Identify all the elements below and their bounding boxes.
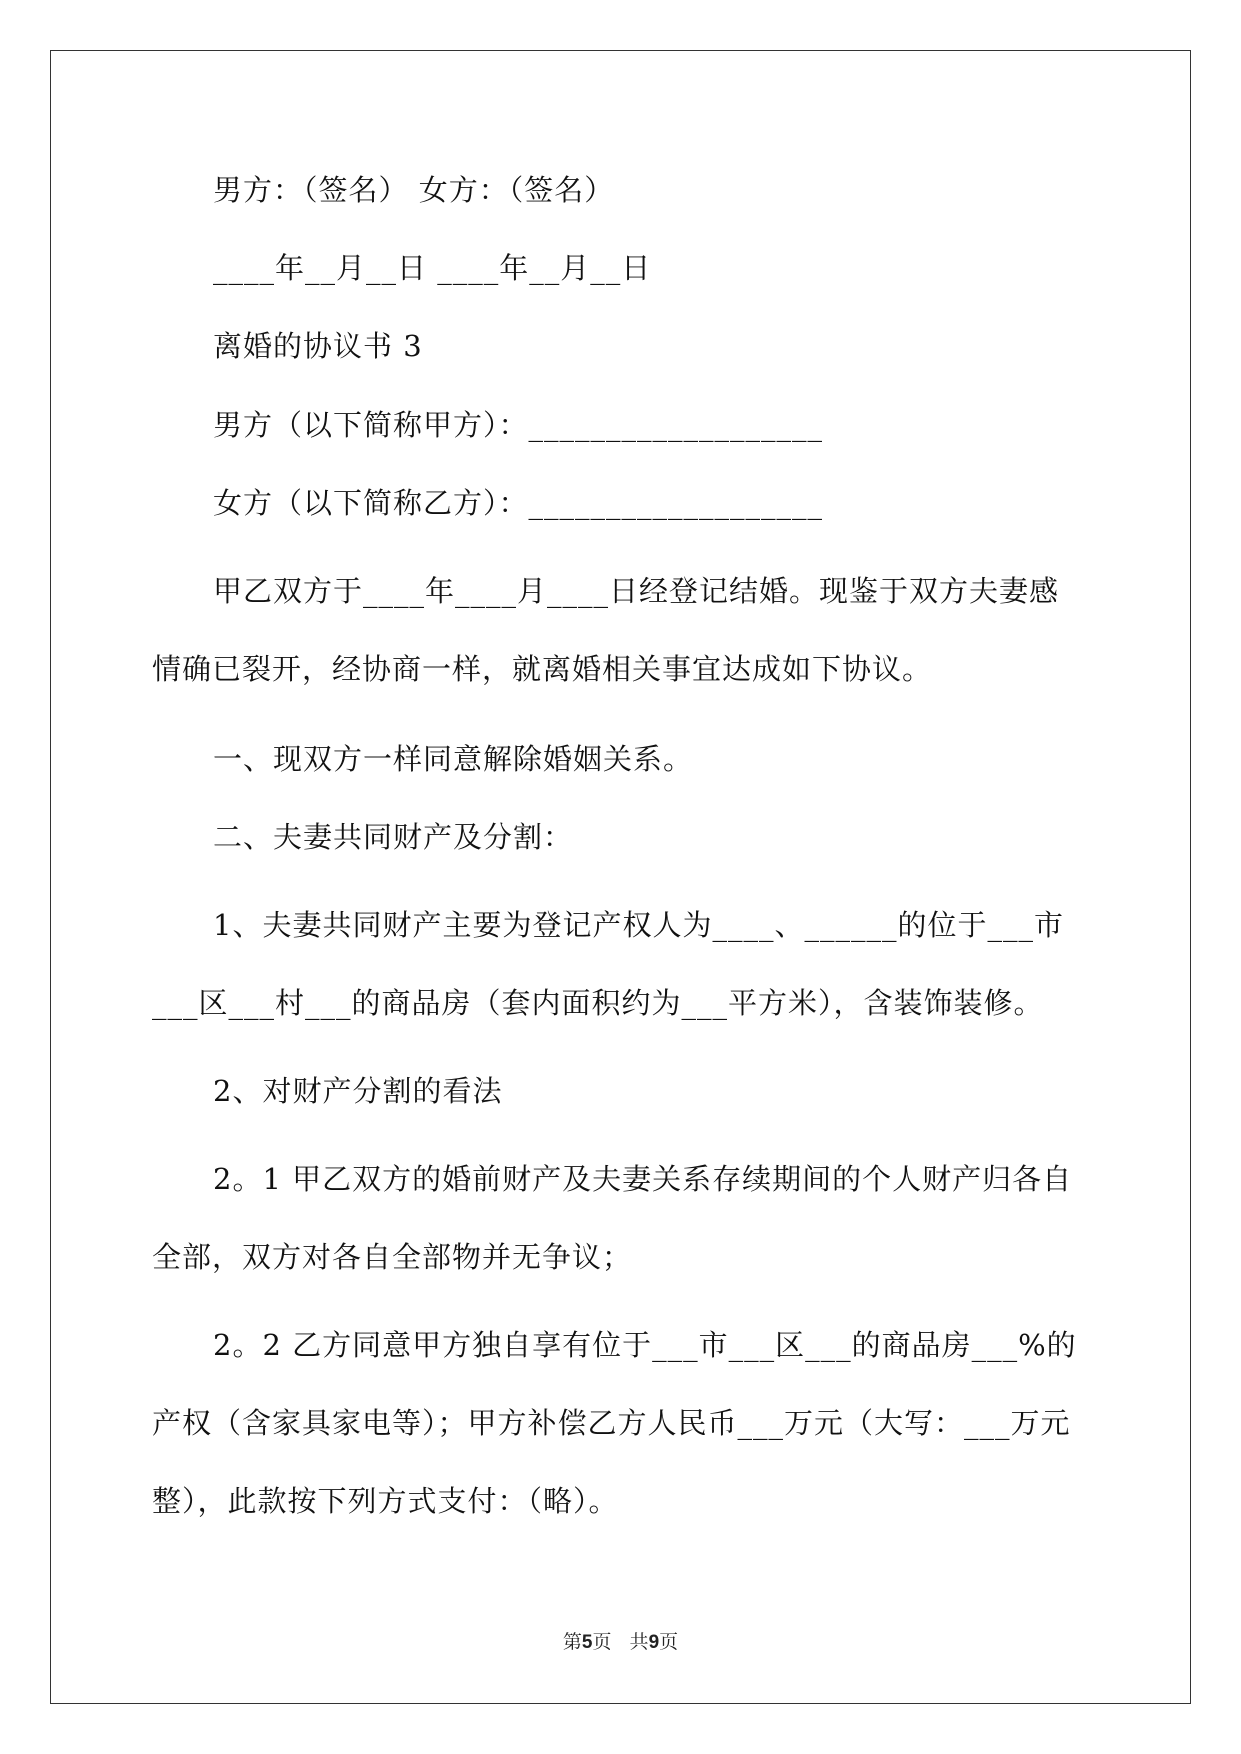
total-pages-number: 9 (648, 1632, 660, 1653)
party-a-line: 男方（以下简称甲方）：___________________ (213, 408, 824, 442)
paragraph-line: 甲乙双方于____年____月____日经登记结婚。现鉴于双方夫妻感 (213, 574, 1060, 608)
paragraph-line: 产权（含家具家电等）；甲方补偿乙方人民币___万元（大写：___万元 (152, 1406, 1071, 1440)
current-page-number: 5 (581, 1632, 593, 1653)
paragraph-line: 1、夫妻共同财产主要为登记产权人为____、______的位于___市 (213, 908, 1064, 942)
footer-mid: 页 共 (592, 1631, 649, 1653)
page-border (50, 50, 1191, 1704)
paragraph-line: 整），此款按下列方式支付：（略）。 (152, 1484, 619, 1518)
footer-suffix: 页 (659, 1631, 679, 1653)
paragraph-line: 2。1 甲乙双方的婚前财产及夫妻关系存续期间的个人财产归各自 (213, 1162, 1073, 1196)
signature-line: 男方：（签名） 女方：（签名） (213, 173, 615, 207)
clause-heading: 二、夫妻共同财产及分割： (213, 820, 574, 854)
page-footer (0, 1630, 1241, 1655)
paragraph-line: ___区___村___的商品房（套内面积约为___平方米），含装饰装修。 (152, 986, 1044, 1020)
paragraph-line: 全部，双方对各自全部物并无争议； (152, 1240, 633, 1274)
paragraph-line: 情确已裂开，经协商一样，就离婚相关事宜达成如下协议。 (152, 652, 933, 686)
party-b-line: 女方（以下简称乙方）：___________________ (213, 486, 824, 520)
date-line: ____年__月__日 ____年__月__日 (213, 251, 652, 285)
clause-heading: 2、对财产分割的看法 (213, 1074, 503, 1108)
footer-prefix: 第 (562, 1631, 582, 1653)
clause-heading: 一、现双方一样同意解除婚姻关系。 (213, 742, 694, 776)
paragraph-line: 2。2 乙方同意甲方独自享有位于___市___区___的商品房___%的 (213, 1328, 1077, 1362)
agreement-title: 离婚的协议书 3 (213, 329, 423, 363)
